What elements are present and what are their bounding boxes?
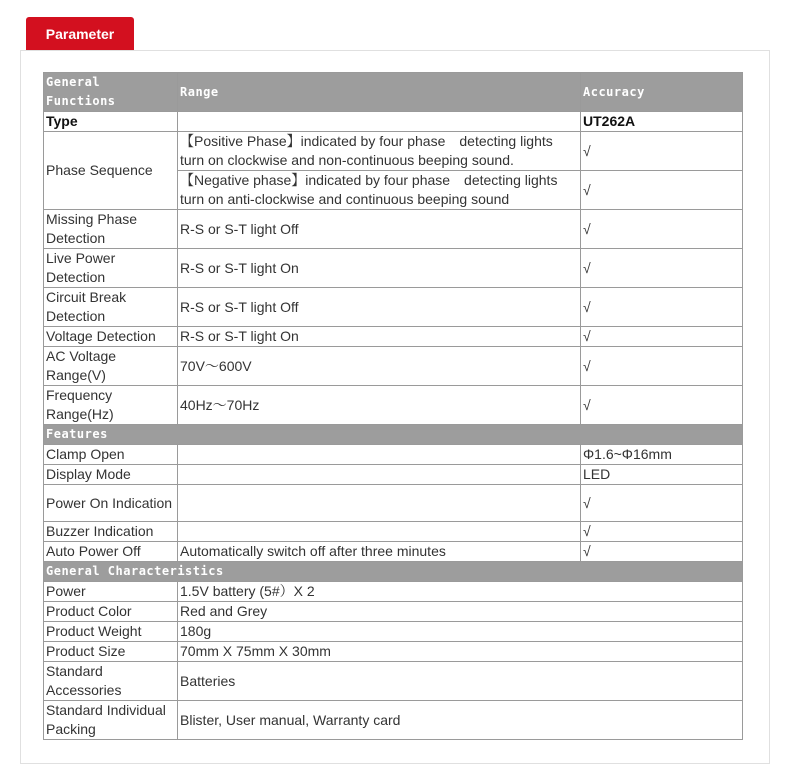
section-title: General Characteristics: [44, 562, 743, 582]
row-range: 40Hz～70Hz: [178, 386, 581, 425]
table-row-phase-positive: [44, 132, 743, 171]
table-row-type: [44, 112, 743, 132]
row-range: Automatically switch off after three minutes: [178, 542, 581, 562]
table-row: [44, 347, 743, 386]
row-label: Frequency Range(Hz): [44, 386, 178, 425]
row-label: Buzzer Indication: [44, 522, 178, 542]
header-functions: General Functions: [44, 73, 178, 112]
table-row: [44, 485, 743, 522]
table-header-row: [44, 73, 743, 112]
tab-parameter[interactable]: Parameter: [26, 17, 134, 50]
header-range: Range: [178, 73, 581, 112]
row-value: 180g: [178, 622, 743, 642]
row-accuracy: √: [581, 249, 743, 288]
row-accuracy: Φ1.6~Φ16mm: [581, 445, 743, 465]
row-value: Blister, User manual, Warranty card: [178, 701, 743, 740]
row-label: Product Size: [44, 642, 178, 662]
table-row: [44, 327, 743, 347]
row-value: Batteries: [178, 662, 743, 701]
table-row: [44, 522, 743, 542]
phase-negative-range: 【Negative phase】indicated by four phase detecting lights turn on anti-clockwise and continuous beeping sound: [178, 171, 581, 210]
phase-sequence-label: Phase Sequence: [44, 132, 178, 210]
row-range: R-S or S-T light On: [178, 327, 581, 347]
row-label: Standard Accessories: [44, 662, 178, 701]
table-row: [44, 465, 743, 485]
row-range: [178, 485, 581, 522]
row-label: Display Mode: [44, 465, 178, 485]
row-range: 70V～600V: [178, 347, 581, 386]
row-range: R-S or S-T light Off: [178, 210, 581, 249]
table-row: [44, 210, 743, 249]
row-label: Clamp Open: [44, 445, 178, 465]
table-row: [44, 642, 743, 662]
table-row: [44, 701, 743, 740]
header-accuracy: Accuracy: [581, 73, 743, 112]
row-accuracy: √: [581, 485, 743, 522]
row-label: Product Weight: [44, 622, 178, 642]
table-row: [44, 542, 743, 562]
row-accuracy: √: [581, 542, 743, 562]
section-title: Features: [44, 425, 743, 445]
table-row: [44, 386, 743, 425]
row-range: [178, 522, 581, 542]
phase-positive-accuracy: √: [581, 132, 743, 171]
row-label: Power On Indication: [44, 485, 178, 522]
row-value: Red and Grey: [178, 602, 743, 622]
row-accuracy: √: [581, 210, 743, 249]
phase-positive-range: 【Positive Phase】indicated by four phase detecting lights turn on clockwise and non-continuous beeping sound.: [178, 132, 581, 171]
row-label: Missing Phase Detection: [44, 210, 178, 249]
row-value: 1.5V battery (5#）X 2: [178, 582, 743, 602]
type-label: Type: [44, 112, 178, 132]
table-row: [44, 662, 743, 701]
table-row: [44, 249, 743, 288]
phase-negative-accuracy: √: [581, 171, 743, 210]
type-range: [178, 112, 581, 132]
row-accuracy: √: [581, 347, 743, 386]
table-row: [44, 622, 743, 642]
row-label: AC Voltage Range(V): [44, 347, 178, 386]
row-value: 70mm X 75mm X 30mm: [178, 642, 743, 662]
table-row: [44, 445, 743, 465]
row-label: Power: [44, 582, 178, 602]
type-model: UT262A: [581, 112, 743, 132]
row-range: R-S or S-T light On: [178, 249, 581, 288]
row-range: [178, 445, 581, 465]
row-accuracy: LED: [581, 465, 743, 485]
section-header-general-characteristics: [44, 562, 743, 582]
row-accuracy: √: [581, 386, 743, 425]
row-accuracy: √: [581, 288, 743, 327]
row-label: Auto Power Off: [44, 542, 178, 562]
row-label: Voltage Detection: [44, 327, 178, 347]
row-range: R-S or S-T light Off: [178, 288, 581, 327]
row-accuracy: √: [581, 327, 743, 347]
row-accuracy: √: [581, 522, 743, 542]
table-row: [44, 288, 743, 327]
row-range: [178, 465, 581, 485]
row-label: Product Color: [44, 602, 178, 622]
row-label: Circuit Break Detection: [44, 288, 178, 327]
table-row: [44, 602, 743, 622]
section-header-features: [44, 425, 743, 445]
spec-table: [43, 72, 743, 740]
row-label: Standard Individual Packing: [44, 701, 178, 740]
table-row: [44, 582, 743, 602]
row-label: Live Power Detection: [44, 249, 178, 288]
